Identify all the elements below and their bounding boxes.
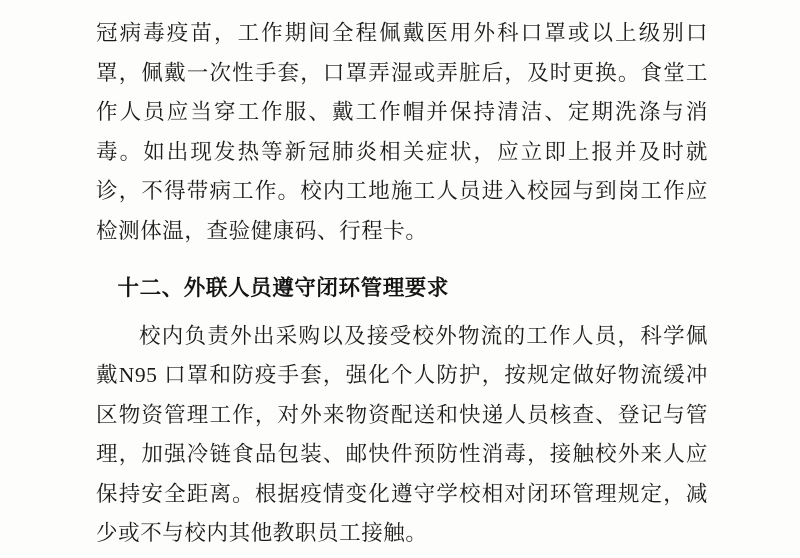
heading-spacer [96, 309, 708, 317]
paragraph-spacer [96, 251, 708, 269]
paragraph-external-personnel-requirements: 校内负责外出采购以及接受校外物流的工作人员，科学佩戴N95 口罩和防疫手套，强化个人防护，按规定做好物流缓冲区物资管理工作，对外来物资配送和快递人员核查、登记与管理，加强冷链食品包装、邮快件预防性消毒，接触校外来人应保持安全距离。根据疫情变化遵守学校相对闭环管理规定，减少或不与校内其他教职员工接触。 [96, 323, 708, 545]
paragraph-epidemic-prevention-continued: 冠病毒疫苗，工作期间全程佩戴医用外科口罩或以上级别口罩，佩戴一次性手套，口罩弄湿或弄脏后，及时更换。食堂工作人员应当穿工作服、戴工作帽并保持清洁、定期洗涤与消毒。如出现发热等新冠肺炎相关症状，应立即上报并及时就诊，不得带病工作。校内工地施工人员进入校园与到岗工作应检测体温，查验健康码、行程卡。 [96, 21, 708, 243]
document-body [96, 14, 708, 554]
section-heading-twelve: 十二、外联人员遵守闭环管理要求 [117, 276, 450, 300]
